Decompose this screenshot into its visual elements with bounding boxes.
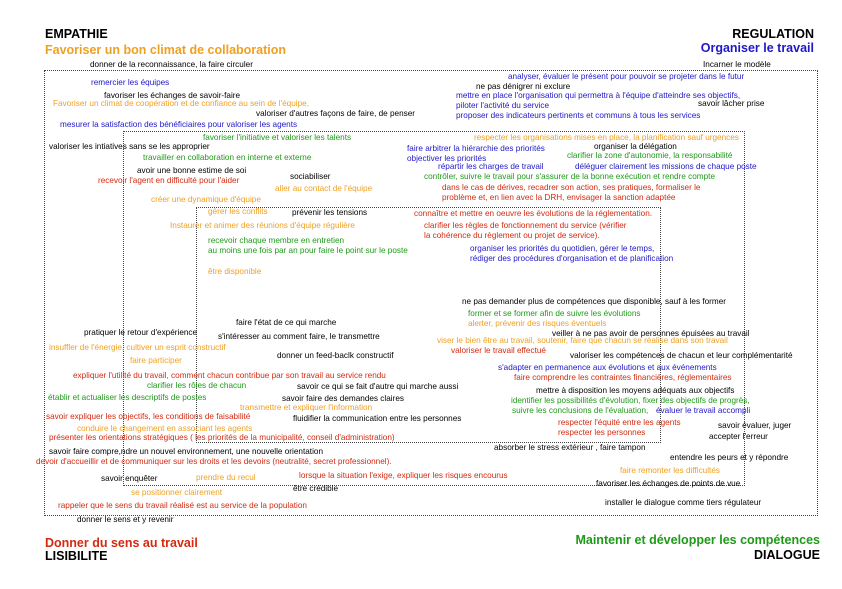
phrase: valoriser d'autres façons de faire, de penser — [256, 109, 416, 118]
phrase: analyser, évaluer le présent pour pouvoir se projeter dans le futur — [508, 72, 745, 81]
corner-bottom-left-title: LISIBILITE — [45, 549, 108, 563]
phrase: expliquer l'utilité du travail, comment chacun contribue par son travail au service rendu — [73, 371, 386, 380]
phrase: proposer des indicateurs pertinents et communs à tous les services — [456, 111, 701, 120]
phrase: favoriser les échanges de points de vue — [596, 479, 741, 488]
phrase: respecter les organisations mises en place, la planification sauf urgences — [474, 133, 739, 142]
corner-bottom-right-subtitle: Maintenir et développer les compétences — [575, 533, 820, 547]
phrase: s'adapter en permanence aux évolutions et aux événements — [498, 363, 717, 372]
phrase: recevoir l'agent en difficulté pour l'aider — [98, 176, 240, 185]
phrase: faire comprendre les contraintes financières, réglementaires — [514, 373, 732, 382]
phrase: créer une dynamique d'équipe — [151, 195, 261, 204]
phrase: savoir faire des demandes claires — [282, 394, 404, 403]
phrase: avoir une bonne estime de soi — [137, 166, 247, 175]
phrase: piloter l'activité du service — [456, 101, 550, 110]
phrase: prévenir les tensions — [292, 208, 368, 217]
phrase: dans le cas de dérives, recadrer son action, ses pratiques, formaliser le — [442, 183, 701, 192]
phrase: conduire le changement en associant les agents — [77, 424, 253, 433]
phrase: donner un feed-baclk constructif — [277, 351, 394, 360]
phrase: viser le bien être au travail, soutenir, faire que chacun se réalise dans son travail — [437, 336, 728, 345]
phrase: savoir faire compre,ndre un nouvel environnement, une nouvelle orientation — [49, 447, 323, 456]
phrase: former et se former afin de suivre les évolutions — [468, 309, 641, 318]
phrase: savoir lâcher prise — [698, 99, 765, 108]
phrase: clarifier les rôles de chacun — [147, 381, 247, 390]
phrase: gérer les conflits — [208, 207, 268, 216]
phrase: accepter l'erreur — [709, 432, 768, 441]
corner-top-left-title: EMPATHIE — [45, 27, 108, 41]
phrase: organiser les priorités du quotidien, gérer le temps, — [470, 244, 655, 253]
phrase: recevoir chaque membre en entretien — [208, 236, 345, 245]
phrase: pratiquer le retour d'expérience — [84, 328, 198, 337]
corner-top-right-subtitle: Organiser le travail — [700, 41, 814, 55]
phrase: installer le dialogue comme tiers régulateur — [605, 498, 762, 507]
phrase: lorsque la situation l'exige, expliquer les risques encourus — [299, 471, 508, 480]
phrase: clarifier la zone d'autonomie, la responsabilité — [567, 151, 733, 160]
phrase: la cohérence du règlement ou projet de service). — [424, 231, 600, 240]
phrase: mettre en place l'organisation qui permettra à l'équipe d'atteindre ses objectifs, — [456, 91, 741, 100]
phrase: transmettre et expliquer l'information — [240, 403, 373, 412]
phrase: problème et, en lien avec la DRH, envisager la sanction adaptée — [442, 193, 676, 202]
phrase: établir et actualiser les descriptifs de postes — [48, 393, 207, 402]
phrase: clarifier les règles de fonctionnement du service (vérifier — [424, 221, 627, 230]
phrase: savoir expliquer les objectifs, les conditions de faisabilité — [46, 412, 251, 421]
phrase: remercier les équipes — [91, 78, 170, 87]
phrase: faire participer — [130, 356, 182, 365]
phrase: respecter les personnes — [558, 428, 646, 437]
phrase: absorber le stress extérieur , faire tampon — [494, 443, 646, 452]
phrase: entendre les peurs et y répondre — [670, 453, 789, 462]
phrase: Favoriser un climat de coopération et de confiance au sein de l'équipe, — [53, 99, 309, 108]
phrase: être crédible — [293, 484, 339, 493]
phrase: organiser la délégation — [594, 142, 677, 151]
phrase: fluidifier la communication entre les personnes — [293, 414, 462, 423]
phrase: Instaurer et animer des réunions d'équipe régulière — [170, 221, 355, 230]
phrase: faire arbitrer la hiérarchie des priorités — [407, 144, 545, 153]
phrase: répartir les charges de travail — [438, 162, 544, 171]
phrase: Incarner le modèle — [703, 60, 771, 69]
phrase: favoriser les échanges de savoir-faire — [104, 91, 241, 100]
phrase: donner le sens et y revenir — [77, 515, 174, 524]
phrase: mesurer la satisfaction des bénéficiaires pour valoriser les agents — [60, 120, 298, 129]
phrase: ne pas demander plus de compétences que disponible, sauf à les former — [462, 297, 726, 306]
phrase: savoir ce qui se fait d'autre qui marche aussi — [297, 382, 459, 391]
phrase: suivre les conclusions de l'évaluation, — [512, 406, 649, 415]
phrase: rappeler que le sens du travail réalisé est au service de la population — [58, 501, 307, 510]
phrase: alerter, prévenir des risques éventuels — [468, 319, 607, 328]
corner-top-right-title: REGULATION — [732, 27, 814, 41]
phrase: respecter l'équité entre les agents — [558, 418, 681, 427]
phrase: veiller à ne pas avoir de personnes épuisées au travail — [552, 329, 750, 338]
phrase: évaluer le travail accompli — [656, 406, 751, 415]
phrase: savoir évaluer, juger — [718, 421, 792, 430]
phrase: donner de la reconnaissance, la faire circuler — [90, 60, 253, 69]
phrase: rédiger des procédures d'organisation et de planification — [470, 254, 674, 263]
phrase: travailler en collaboration en interne et externe — [143, 153, 312, 162]
phrase: présenter les orientations stratégiques ( les priorités de la municipalité, conseil d'administration) — [49, 433, 395, 442]
phrase: valoriser le travail effectué — [451, 346, 546, 355]
phrase: valoriser les compétences de chacun et leur complémentarité — [570, 351, 793, 360]
corner-top-left-subtitle: Favoriser un bon climat de collaboration — [45, 43, 287, 57]
phrase: se positionner clairement — [131, 488, 223, 497]
corner-bottom-left-subtitle: Donner du sens au travail — [45, 536, 198, 550]
phrase: mettre à disposition les moyens adéquats aux objectifs — [536, 386, 735, 395]
phrase: au moins une fois par an pour faire le point sur le poste — [208, 246, 408, 255]
phrase: être disponible — [208, 267, 262, 276]
phrase: insuffler de l'énergie, cultiver un esprit constructif — [49, 343, 226, 352]
phrase: aller au contact de l'équipe — [275, 184, 373, 193]
phrase: contrôler, suivre le travail pour s'assurer de la bonne exécution et rendre compte — [424, 172, 716, 181]
phrase: favoriser l'initiative et valoriser les talents — [203, 133, 352, 142]
corner-bottom-right-title: DIALOGUE — [754, 548, 820, 562]
phrase: savoir enquêter — [101, 474, 158, 483]
phrase: ne pas dénigrer ni exclure — [476, 82, 571, 91]
phrase: valoriser les intiatives sans se les approprier — [49, 142, 210, 151]
phrase: devoir d'accueillir et de communiquer sur les droits et les devoirs (neutralité, secret professionnel). — [36, 457, 392, 466]
phrase: prendre du recul — [196, 473, 256, 482]
phrase: objectiver les priorités — [407, 154, 487, 163]
phrase: identifier les possibilités d'évolution, fixer des objectifs de progrès, — [511, 396, 750, 405]
phrase: sociabiliser — [290, 172, 331, 181]
phrase: s'intéresser au comment faire, le transmettre — [218, 332, 380, 341]
phrase: connaître et mettre en oeuvre les évolutions de la réglementation. — [414, 209, 653, 218]
phrase: faire l'état de ce qui marche — [236, 318, 337, 327]
phrase: faire remonter les difficultés — [620, 466, 720, 475]
phrase: déléguer clairement les missions de chaque poste — [575, 162, 757, 171]
